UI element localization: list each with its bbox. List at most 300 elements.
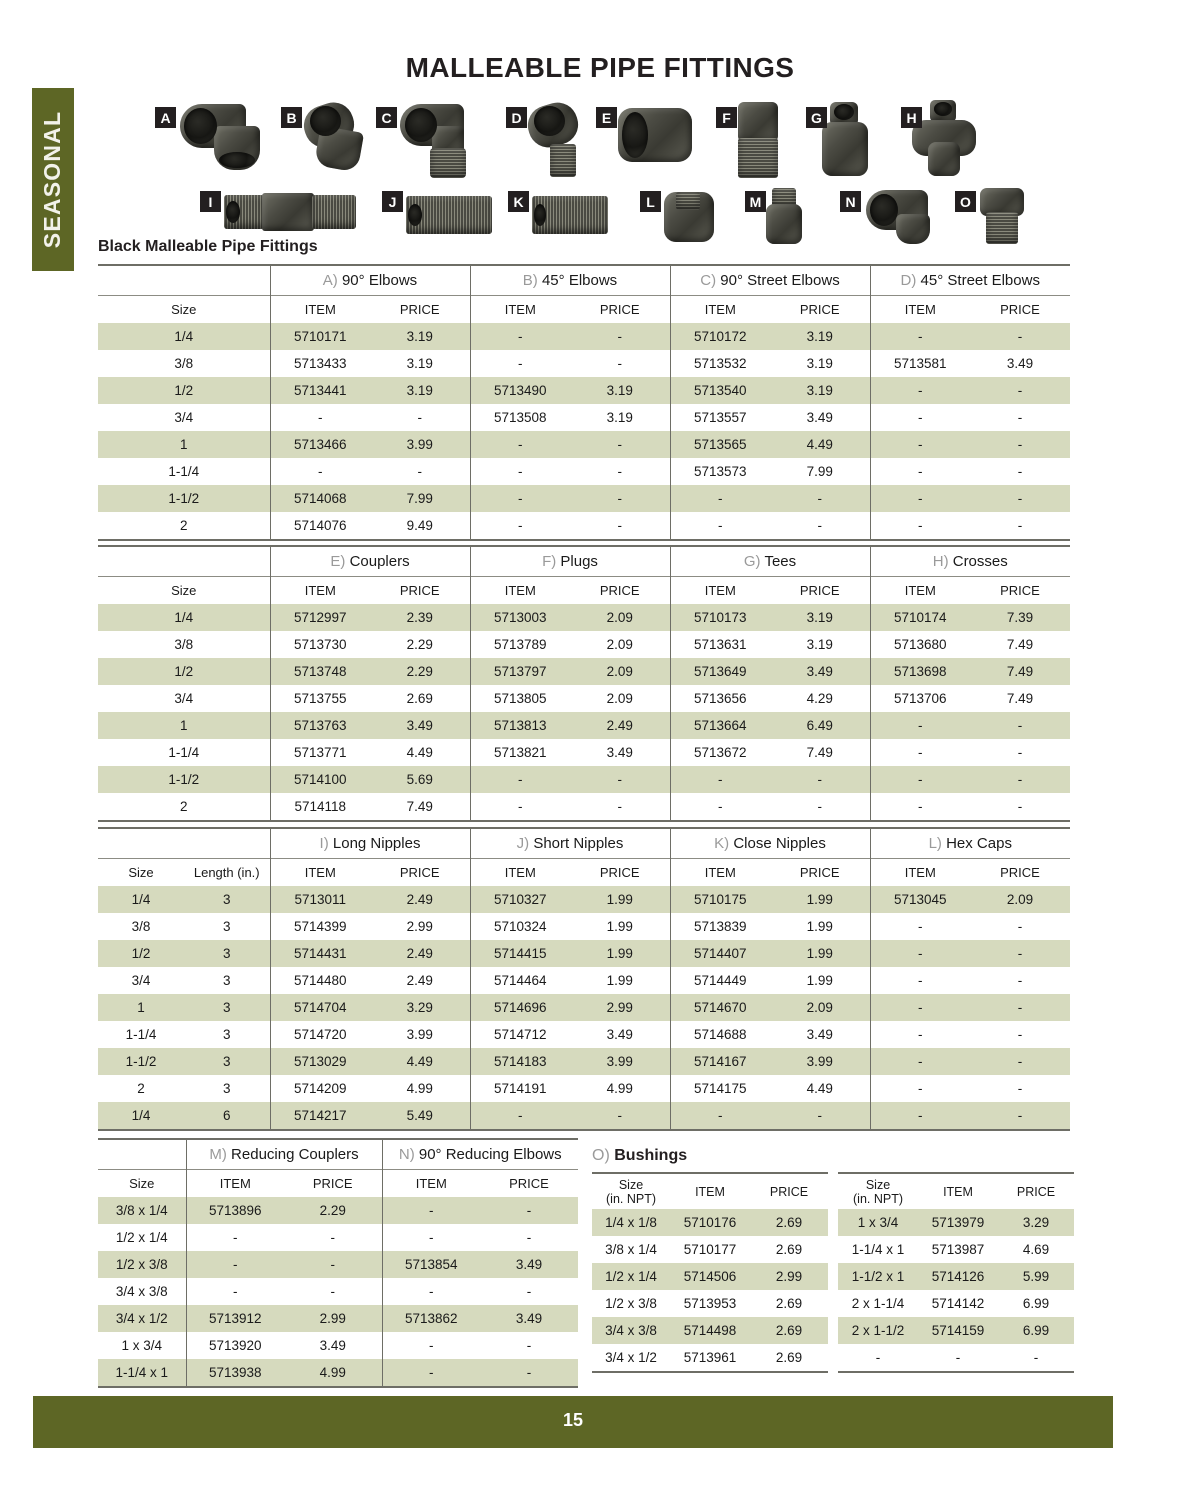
cell-size: 3/4 [174,691,194,706]
cell-item: - [870,404,970,431]
cell-price: 4.69 [1022,1242,1050,1257]
cell-price: 2.49 [406,946,433,961]
table-row [592,1263,828,1290]
cell-length: 6 [184,1102,270,1130]
cell-item: 5713987 [931,1242,985,1257]
table-elbows [98,264,1070,541]
cell-size: 2 [137,1081,145,1096]
cell-price: 3.19 [406,329,433,344]
cell-item: - [470,350,570,377]
cell-price: 1.99 [806,919,833,934]
cell-item: 5714183 [470,1048,570,1075]
cell-item: 5714506 [683,1269,737,1284]
cell-item: 5713532 [670,350,770,377]
cell-price: - [1017,745,1023,760]
cell-item: 5713755 [270,685,370,712]
cell-price: - [617,356,622,371]
cell-item: - [870,1075,970,1102]
cell-price: 2.29 [319,1203,346,1218]
seasonal-tab-label: SEASONAL [39,110,66,249]
cell-price: 4.29 [806,691,833,706]
table-row [98,1075,1070,1102]
cell-price: 3.49 [515,1257,543,1272]
col-item: ITEM [470,576,570,604]
product-badge-c: C [376,107,397,128]
cell-item: 5714670 [670,994,770,1021]
cell-item: 5713631 [670,631,770,658]
cell-item: 5713953 [683,1296,737,1311]
group-header-m: M) Reducing Couplers [186,1139,382,1169]
table-row [98,913,1070,940]
cell-item: 5713490 [470,377,570,404]
cell-price: - [480,1359,578,1387]
cell-item: 5714415 [470,940,570,967]
cell-size: 1/2 x 1/4 [605,1269,657,1284]
cell-item: 5714696 [470,994,570,1021]
cell-price: - [617,437,622,452]
cell-item: - [470,485,570,512]
table-row [98,631,1070,658]
cell-size: 1 [179,437,188,452]
cell-item: 5714407 [670,940,770,967]
cell-length: 3 [222,973,231,988]
cell-size: 1-1/2 x 1 [851,1269,905,1284]
cell-item: 5713003 [470,604,570,631]
cell-price: 1.99 [606,892,633,907]
cell-price: - [970,512,1070,540]
cell-size: 2 [98,512,270,540]
cell-item: 5713441 [270,377,370,404]
cell-size: 1/2 [174,664,194,679]
product-badge-k: K [508,191,529,212]
cell-size: 1/4 [98,1102,184,1130]
col-price: PRICE [770,576,870,604]
cell-item: 5713672 [670,739,770,766]
col-item: ITEM [670,295,770,323]
cell-item: 5714100 [270,766,370,793]
cell-item: 5710174 [870,604,970,631]
cell-price: 2.99 [319,1311,346,1326]
cell-item: - [470,1102,570,1130]
cell-item: - [870,994,970,1021]
cell-price: 5.49 [370,1102,470,1130]
table-row [838,1344,1074,1372]
group-header-a: A) 90° Elbows [270,265,470,295]
cell-item: 5714704 [270,994,370,1021]
col-item: ITEM [870,576,970,604]
bushings-right-body [838,1209,1074,1372]
cell-size: 1 [179,718,188,733]
group-header-i: I) Long Nipples [270,828,470,858]
cell-item: 5713664 [670,712,770,739]
cell-size: 1-1/2 [168,491,200,506]
footer-bar [33,1396,1113,1448]
cell-item: - [870,712,970,739]
cell-item: - [870,1048,970,1075]
cell-price: 6.99 [1022,1323,1050,1338]
cell-item: 5713540 [670,377,770,404]
cell-price: 2.69 [775,1296,803,1311]
cell-item: 5713029 [270,1048,370,1075]
cell-price: - [570,793,670,821]
bushings-left-body [592,1209,828,1372]
cell-price: - [1017,491,1023,506]
cell-price: - [817,491,822,506]
col-price: PRICE [370,295,470,323]
cell-price: - [1017,973,1023,988]
cell-price: 1.99 [806,973,833,988]
cell-item: 5714159 [931,1323,985,1338]
cell-size: 3/8 [174,356,194,371]
cell-item: 5712997 [270,604,370,631]
table-row [98,323,1070,350]
cell-price: 3.49 [319,1338,346,1353]
col-item: ITEM [670,1173,750,1209]
bushings-heading: O) Bushings [592,1147,688,1164]
cell-length: 3 [222,1000,231,1015]
cell-price: - [1017,437,1023,452]
cell-price: 4.49 [806,437,833,452]
cell-price: 3.99 [606,1054,633,1069]
col-price: PRICE [570,858,670,886]
col-length: Length (in.) [184,858,270,886]
cell-size: 3/4 x 3/8 [605,1323,657,1338]
group-header-d: D) 45° Street Elbows [870,265,1070,295]
col-item: ITEM [186,1169,284,1197]
col-item: ITEM [470,858,570,886]
cell-size: 3/4 [131,973,151,988]
cell-size: 2 [98,793,270,821]
cell-item: 5710171 [270,323,370,350]
table-row [98,404,1070,431]
cell-item: - [186,1224,284,1251]
cell-item: 5713979 [931,1215,985,1230]
cell-item: 5713938 [186,1359,284,1387]
cell-price: 2.29 [406,664,433,679]
cell-item: 5713912 [186,1305,284,1332]
table-column-header-row [592,1173,828,1209]
cell-size: 2 x 1-1/4 [851,1296,905,1311]
cell-item: 5714175 [670,1075,770,1102]
cell-price: 3.49 [606,1027,633,1042]
table-row [98,377,1070,404]
cell-item: 5714399 [270,913,370,940]
cell-price: - [617,464,622,479]
cell-item: - [670,485,770,512]
cell-price: 5.99 [1022,1269,1050,1284]
cell-item: 5710172 [670,323,770,350]
table-bushings-left [592,1172,828,1373]
cell-item: 5710327 [470,886,570,913]
cell-price: 3.49 [1006,356,1034,371]
cell-item: 5713557 [670,404,770,431]
cell-item: - [382,1332,480,1359]
table-row [98,685,1070,712]
table-row [98,739,1070,766]
cell-price: - [1017,1054,1023,1069]
cell-item: - [870,512,970,540]
cell-item: 5713839 [670,913,770,940]
cell-price: - [330,1230,335,1245]
col-item: ITEM [670,576,770,604]
col-item: ITEM [270,858,370,886]
cell-size: 1 x 3/4 [857,1215,899,1230]
col-item: ITEM [870,858,970,886]
table-row [98,886,1070,913]
cell-item: - [870,739,970,766]
cell-price: 2.09 [606,691,633,706]
group-header-h: H) Crosses [870,546,1070,576]
cell-item: 5714068 [270,485,370,512]
product-badge-n: N [840,191,861,212]
col-item: ITEM [270,295,370,323]
col-size-npt: Size (in. NPT) [592,1173,670,1209]
cell-item: 5710177 [683,1242,737,1257]
cell-item: - [870,793,970,821]
table-row [592,1317,828,1344]
table-group-header-row [98,1139,578,1169]
cell-size: 3/4 x 3/8 [115,1284,168,1299]
cell-length: 3 [222,1081,231,1096]
cell-price: 3.19 [606,383,633,398]
table-row [98,1197,578,1224]
cell-item: 5713821 [470,739,570,766]
cell-item: - [870,323,970,350]
cell-item: - [470,458,570,485]
cell-price: - [770,793,870,821]
cell-price: - [617,329,622,344]
cell-item: - [870,1021,970,1048]
cell-price: 2.69 [775,1323,803,1338]
cell-price: 6.99 [1022,1296,1050,1311]
cell-item: - [870,1102,970,1130]
cell-price: 7.49 [1006,637,1034,652]
table-row [592,1236,828,1263]
cell-item: - [670,1102,770,1130]
table-row [98,940,1070,967]
cell-item: - [870,940,970,967]
cell-price: - [1017,410,1023,425]
col-price: PRICE [284,1169,382,1197]
table-row [98,1102,1070,1130]
table-row [98,431,1070,458]
cell-price: 2.09 [606,637,633,652]
cell-price: - [1017,772,1023,787]
table-row [98,1278,578,1305]
cell-price: 3.29 [1022,1215,1050,1230]
table-row [592,1290,828,1317]
cell-price: 3.19 [606,410,633,425]
group-header-f: F) Plugs [470,546,670,576]
cell-item: - [870,913,970,940]
cell-price: 9.49 [370,512,470,540]
product-badge-o: O [955,191,976,212]
cell-item: - [382,1197,480,1224]
col-price: PRICE [570,295,670,323]
cell-price: - [526,1338,532,1353]
table-row [98,712,1070,739]
cell-price: 1.99 [806,892,833,907]
cell-price: 2.99 [606,1000,633,1015]
cell-item: - [670,793,770,821]
cell-item: 5714217 [270,1102,370,1130]
page-title: MALLEABLE PIPE FITTINGS [405,52,795,83]
table-couplers-plugs-tees-crosses [98,545,1070,822]
cell-price: 2.09 [606,664,633,679]
table-row [98,967,1070,994]
cell-size: 3/8 x 1/4 [115,1203,168,1218]
group-header-g: G) Tees [670,546,870,576]
cell-item: 5714142 [931,1296,985,1311]
table-row [98,1224,578,1251]
cell-item: 5713771 [270,739,370,766]
cell-price: 6.49 [806,718,833,733]
cell-price: 2.49 [406,892,433,907]
cell-size: 1 x 3/4 [121,1338,163,1353]
cell-price: 3.19 [406,356,433,371]
cell-item: 5710176 [683,1215,737,1230]
cell-price: 4.99 [606,1081,633,1096]
cell-item: 5714712 [470,1021,570,1048]
cell-item: - [382,1224,480,1251]
seasonal-side-tab [32,88,74,271]
cell-item: 5713763 [270,712,370,739]
cell-item: 5713045 [870,886,970,913]
table-group-header-row [98,828,1070,858]
col-price: PRICE [480,1169,578,1197]
table-row [98,1048,1070,1075]
cell-size: 3/8 [131,919,151,934]
cell-price: 2.69 [406,691,433,706]
cell-price: 3.49 [806,410,833,425]
cell-item: 5710175 [670,886,770,913]
cell-item: 5713854 [382,1251,480,1278]
cell-item: 5713920 [186,1332,284,1359]
cell-size: 1/4 x 1/8 [605,1215,657,1230]
cell-price: - [1017,718,1023,733]
cell-item: 5714191 [470,1075,570,1102]
cell-item: - [870,377,970,404]
table-group-header-row [98,546,1070,576]
col-size: Size [98,858,184,886]
group-header-j: J) Short Nipples [470,828,670,858]
cell-price: 2.09 [806,1000,833,1015]
cell-item: 5714464 [470,967,570,994]
cell-size: 3/4 x 1/2 [115,1311,168,1326]
cell-price: 7.49 [1006,691,1034,706]
cell-size: 3/8 x 1/4 [605,1242,657,1257]
cell-price: - [526,1230,532,1245]
product-badge-b: B [281,107,302,128]
cell-price: 2.29 [406,637,433,652]
table-row [838,1317,1074,1344]
col-price: PRICE [750,1173,828,1209]
cell-item: 5713680 [870,631,970,658]
cell-item: 5713656 [670,685,770,712]
col-item: ITEM [270,576,370,604]
product-badge-l: L [640,191,661,212]
cell-item: - [270,404,370,431]
cell-item: - [470,431,570,458]
cell-price: 4.99 [284,1359,382,1387]
table-group-header-row [98,265,1070,295]
cell-price: 1.99 [606,973,633,988]
cell-item: 5713805 [470,685,570,712]
cell-price: - [1017,1000,1023,1015]
product-badge-a: A [155,107,176,128]
cell-price: - [1017,1081,1023,1096]
cell-size: 1-1/4 x 1 [851,1242,905,1257]
cell-item: 5713961 [683,1350,737,1365]
cell-price: 2.99 [406,919,433,934]
cell-size: 1/2 [174,383,194,398]
cell-size: 1/2 [131,946,151,961]
table-nipples-hexcaps [98,827,1070,1131]
cell-size: 1 [137,1000,145,1015]
cell-item: - [382,1278,480,1305]
group-header-k: K) Close Nipples [670,828,870,858]
cell-price: - [617,491,622,506]
cell-price: - [970,1102,1070,1130]
table-bushings-right [838,1172,1074,1373]
cell-item: 5714209 [270,1075,370,1102]
cell-length: 3 [222,1054,231,1069]
cell-price: 2.69 [775,1215,803,1230]
cell-item: 5713797 [470,658,570,685]
cell-price: 3.19 [406,383,433,398]
cell-price: 3.49 [606,745,633,760]
cell-price: - [770,512,870,540]
cell-price: 3.29 [406,1000,433,1015]
col-size: Size [98,1169,186,1197]
cell-size: 1-1/2 [168,772,200,787]
product-badge-m: M [745,191,766,212]
cell-price: 2.49 [406,973,433,988]
col-item: ITEM [870,295,970,323]
cell-item: 5710324 [470,913,570,940]
table1-body [98,323,1070,540]
cell-price: - [1017,383,1023,398]
cell-price: 7.49 [370,793,470,821]
group-header-n: N) 90° Reducing Elbows [382,1139,578,1169]
cell-size: 1/2 x 3/8 [115,1257,168,1272]
cell-item: - [186,1278,284,1305]
col-item: ITEM [382,1169,480,1197]
table-column-header-row [98,576,1070,604]
cell-item: 5713565 [670,431,770,458]
cell-price: - [1017,329,1023,344]
cell-price: 4.49 [406,1054,433,1069]
cell-size: 1/4 [174,610,194,625]
cell-size: 3/4 [174,410,194,425]
cell-size: 1-1/4 [168,745,200,760]
table-row [592,1209,828,1236]
cell-item: 5714480 [270,967,370,994]
cell-item: - [670,766,770,793]
table-column-header-row [838,1173,1074,1209]
cell-item: 5714076 [270,512,370,540]
page-number: 15 [562,1410,584,1430]
table-column-header-row [98,858,1070,886]
cell-item: 5714498 [683,1323,737,1338]
col-price: PRICE [770,295,870,323]
cell-size: 1/2 x 3/8 [605,1296,657,1311]
cell-price: - [330,1284,335,1299]
col-price: PRICE [970,858,1070,886]
cell-size: 1/2 x 1/4 [115,1230,168,1245]
cell-price: - [817,772,822,787]
cell-item: 5714126 [931,1269,985,1284]
